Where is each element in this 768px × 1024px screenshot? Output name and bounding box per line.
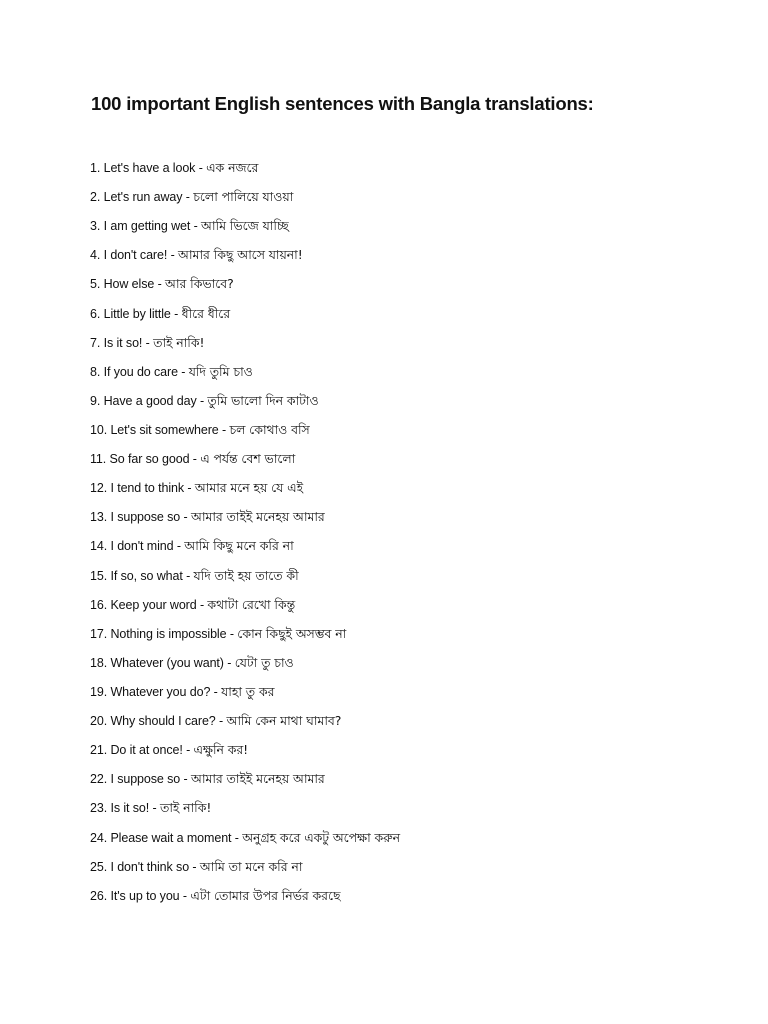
sentence-line (90, 507, 400, 536)
english-sentence: 8. If you do care - (90, 364, 189, 379)
bangla-translation: চল কোথাও বসি (229, 421, 310, 437)
sentence-line (90, 304, 400, 333)
sentence-list (90, 158, 400, 915)
english-sentence: 17. Nothing is impossible - (90, 626, 238, 641)
english-sentence: 25. I don't think so - (90, 859, 200, 874)
sentence-line (90, 682, 400, 711)
sentence-line (90, 216, 400, 245)
bangla-translation: তুমি ভালো দিন কাটাও (207, 392, 319, 408)
sentence-line (90, 391, 400, 420)
english-sentence: 22. I suppose so - (90, 772, 191, 787)
sentence-line (90, 624, 400, 653)
bangla-translation: আমার মনে হয় যে এই (194, 480, 303, 496)
sentence-line (90, 449, 400, 478)
bangla-translation: ধীরে ধীরে (181, 305, 231, 321)
bangla-translation: আর কিভাবে? (165, 276, 234, 292)
english-sentence: 2. Let's run away - (90, 190, 194, 205)
bangla-translation: যাহা তু কর (221, 683, 275, 699)
sentence-line (90, 478, 400, 507)
english-sentence: 24. Please wait a moment - (90, 830, 243, 845)
english-sentence: 15. If so, so what - (90, 568, 194, 583)
english-sentence: 19. Whatever you do? - (90, 684, 222, 699)
sentence-line (90, 536, 400, 565)
english-sentence: 5. How else - (90, 277, 166, 292)
sentence-line (90, 362, 400, 391)
sentence-line (90, 274, 400, 303)
sentence-line (90, 595, 400, 624)
english-sentence: 18. Whatever (you want) - (90, 655, 235, 670)
bangla-translation: চলো পালিয়ে যাওয়া (193, 189, 294, 205)
english-sentence: 9. Have a good day - (90, 393, 208, 408)
english-sentence: 1. Let's have a look - (90, 161, 207, 175)
english-sentence: 7. Is it so! - (90, 335, 154, 350)
sentence-line (90, 187, 400, 216)
sentence-line (90, 653, 400, 682)
english-sentence: 11. So far so good - (90, 452, 201, 467)
sentence-line (90, 798, 400, 827)
bangla-translation: আমি তা মনে করি না (199, 858, 303, 874)
sentence-line (90, 245, 400, 274)
bangla-translation: এ পর্যন্ত বেশ ভালো (200, 451, 296, 467)
bangla-translation: আমি কেন মাথা ঘামাব? (226, 713, 342, 729)
english-sentence: 16. Keep your word - (90, 597, 208, 612)
bangla-translation: এক নজরে (206, 160, 259, 175)
bangla-translation: যদি তাই হয় তাতে কী (193, 567, 299, 583)
bangla-translation: তাই নাকি! (159, 800, 212, 816)
bangla-translation: এটা তোমার উপর নির্ভর করছে (190, 887, 341, 903)
bangla-translation: অনুগ্রহ করে একটু অপেক্ষা করুন (242, 829, 401, 845)
sentence-line (90, 158, 400, 187)
english-sentence: 12. I tend to think - (90, 481, 195, 496)
english-sentence: 13. I suppose so - (90, 510, 191, 525)
english-sentence: 14. I don't mind - (90, 539, 185, 554)
english-sentence: 6. Little by little - (90, 306, 182, 321)
bangla-translation: আমি ভিজে যাচ্ছি (201, 218, 289, 234)
sentence-line (90, 711, 400, 740)
english-sentence: 23. Is it so! - (90, 801, 160, 816)
english-sentence: 3. I am getting wet - (90, 219, 202, 234)
sentence-line (90, 828, 400, 857)
bangla-translation: আমি কিছু মনে করি না (184, 538, 294, 554)
sentence-line (90, 740, 400, 769)
sentence-line (90, 886, 400, 915)
bangla-translation: আমার তাইই মনেহয় আমার (190, 509, 325, 525)
english-sentence: 21. Do it at once! - (90, 743, 194, 758)
sentence-line (90, 333, 400, 362)
bangla-translation: যেটা তু চাও (234, 654, 294, 670)
sentence-line (90, 566, 400, 595)
bangla-translation: যদি তুমি চাও (188, 363, 253, 379)
bangla-translation: এক্ষুনি কর! (193, 742, 249, 758)
bangla-translation: তাই নাকি! (153, 334, 205, 350)
bangla-translation: আমার তাইই মনেহয় আমার (190, 771, 325, 787)
sentence-line (90, 420, 400, 449)
english-sentence: 4. I don't care! - (90, 248, 179, 263)
sentence-line (90, 769, 400, 798)
bangla-translation: কোন কিছুই অসম্ভব না (237, 625, 347, 641)
english-sentence: 10. Let's sit somewhere - (90, 422, 230, 437)
bangla-translation: কথাটা রেখো কিন্তু (207, 596, 296, 612)
sentence-line (90, 857, 400, 886)
page-title: 100 important English sentences with Bangla translations: (91, 93, 594, 114)
english-sentence: 20. Why should I care? - (90, 714, 227, 729)
english-sentence: 26. It's up to you - (90, 888, 191, 903)
bangla-translation: আমার কিছু আসে যায়না! (178, 247, 303, 263)
